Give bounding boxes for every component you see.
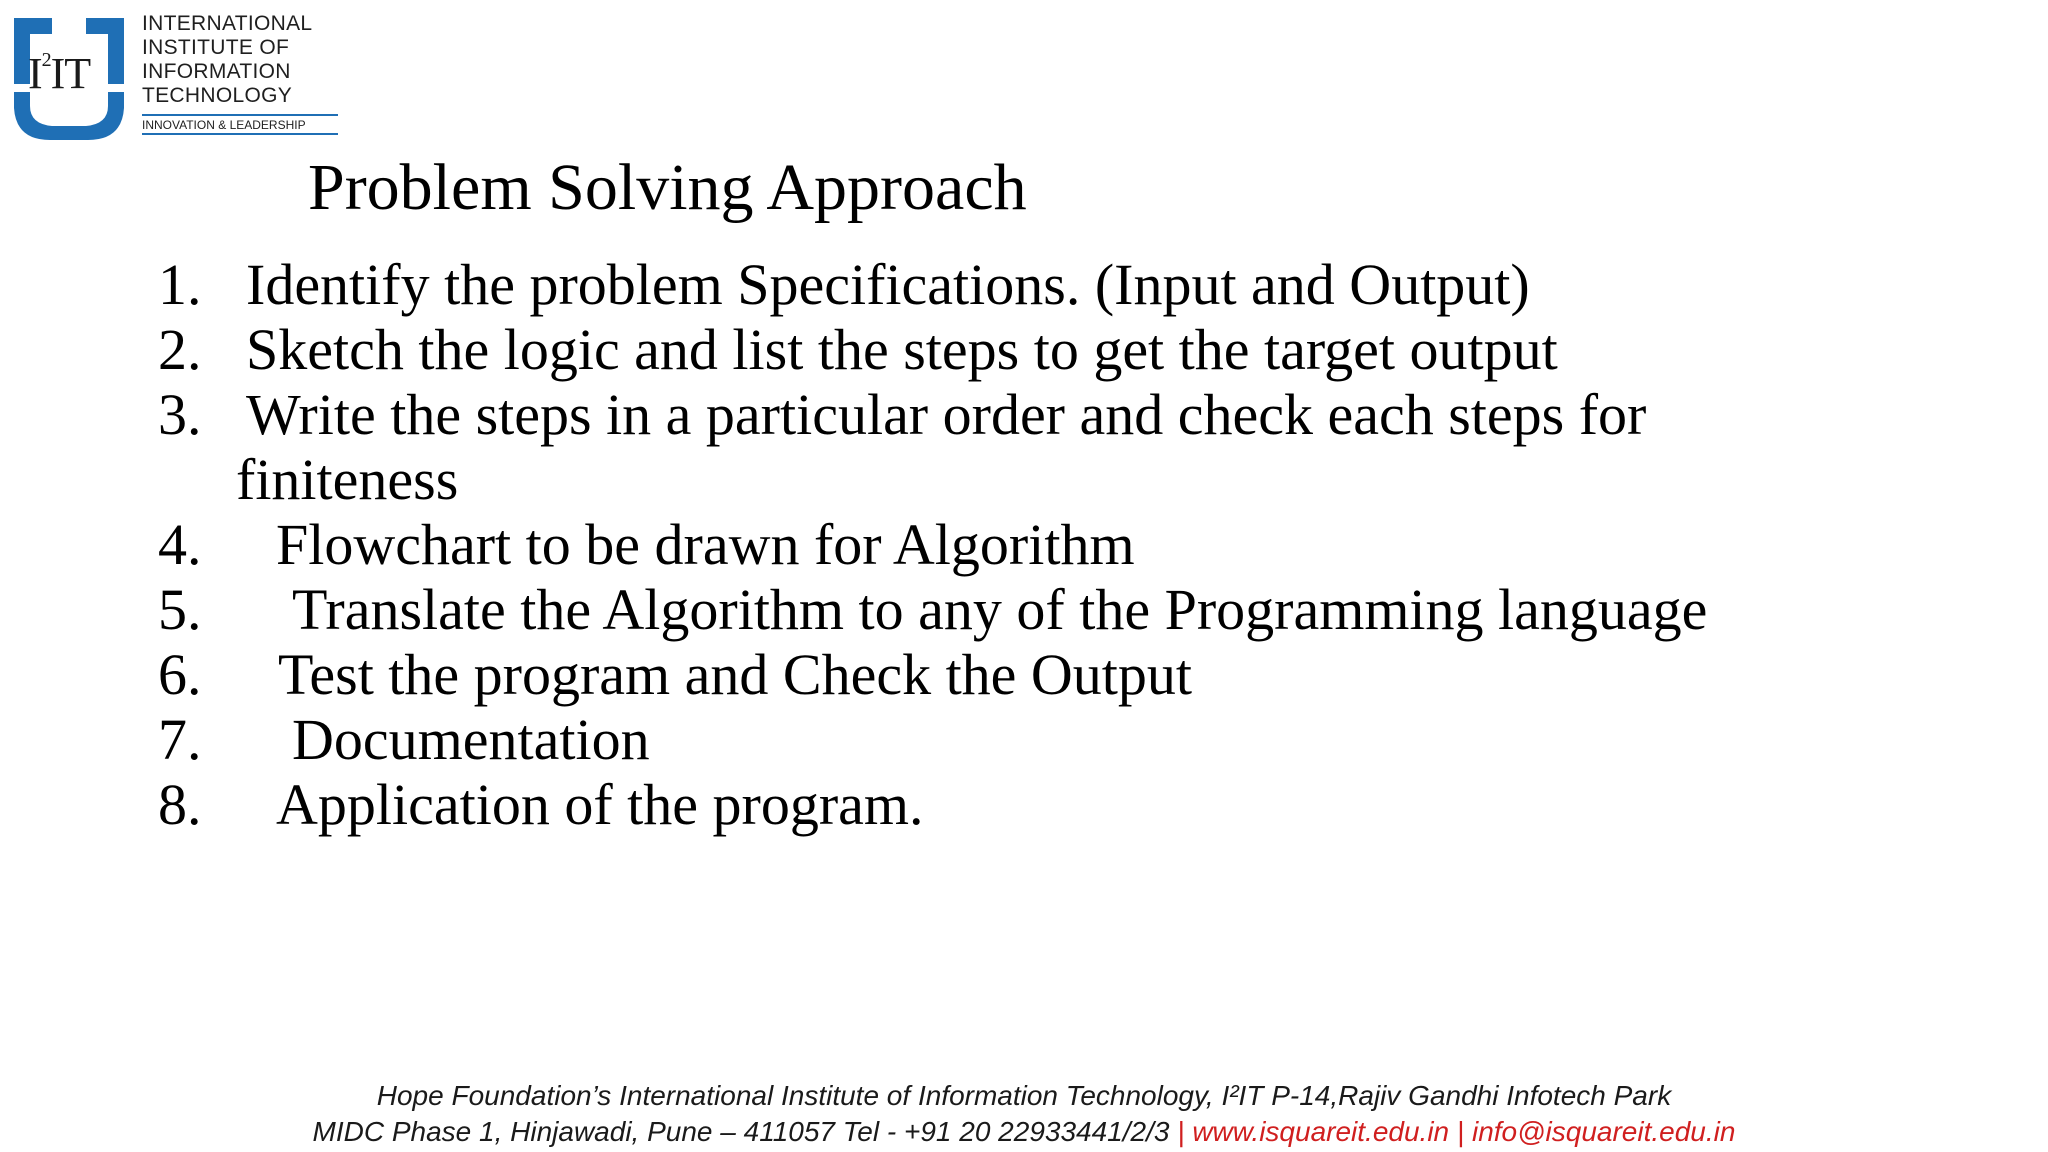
step-number: 3. [158,382,202,447]
step-number: 8. [158,772,202,837]
footer [0,1078,2048,1150]
step-number: 7. [158,707,202,772]
step-text: Flowchart to be drawn for Algorithm [276,512,1135,577]
step-text: Translate the Algorithm to any of the Programming language [292,577,1708,642]
footer-address: MIDC Phase 1, Hinjawadi, Pune – 411057 Tel - +91 20 22933441/2/3 [312,1116,1170,1147]
step-text: Identify the problem Specifications. (Input and Output) [246,252,1530,317]
logo-line-3: INFORMATION [142,60,291,83]
step-text: Sketch the logic and list the steps to get the target output [246,317,1558,382]
step-text: Documentation [292,707,650,772]
step-text: Test the program and Check the Output [278,642,1193,707]
step-text: Application of the program. [276,772,924,837]
step-number: 5. [158,577,202,642]
email-link[interactable]: info@isquareit.edu.in [1471,1116,1736,1147]
website-link[interactable]: www.isquareit.edu.in [1192,1116,1450,1147]
footer-line-1: Hope Foundation’s International Institute of Information Technology, I²IT P-14,Rajiv Gandhi Infotech Park [376,1080,1672,1111]
footer-separator: | [1169,1116,1193,1147]
logo-tagline: INNOVATION & LEADERSHIP [142,114,338,135]
step-number: 2. [158,317,202,382]
logo-mark-base: I [28,49,42,98]
institute-logo [8,10,338,145]
step-number: 6. [158,642,202,707]
slide-title: Problem Solving Approach [308,151,1027,224]
logo-mark-sup: 2 [41,49,51,72]
step-text: Write the steps in a particular order and check each steps for finiteness [236,382,1647,512]
logo-mark-rest: IT [50,49,91,98]
footer-separator: | [1449,1116,1472,1147]
step-number: 4. [158,512,202,577]
logo-line-2: INSTITUTE OF [142,36,290,59]
logo-line-4: TECHNOLOGY [142,84,293,107]
footer-line-2 [0,1114,2048,1150]
logo-institute-name [142,12,312,108]
logo-mark-text [28,48,90,99]
logo-line-1: INTERNATIONAL [142,12,313,35]
step-number: 1. [158,252,202,317]
